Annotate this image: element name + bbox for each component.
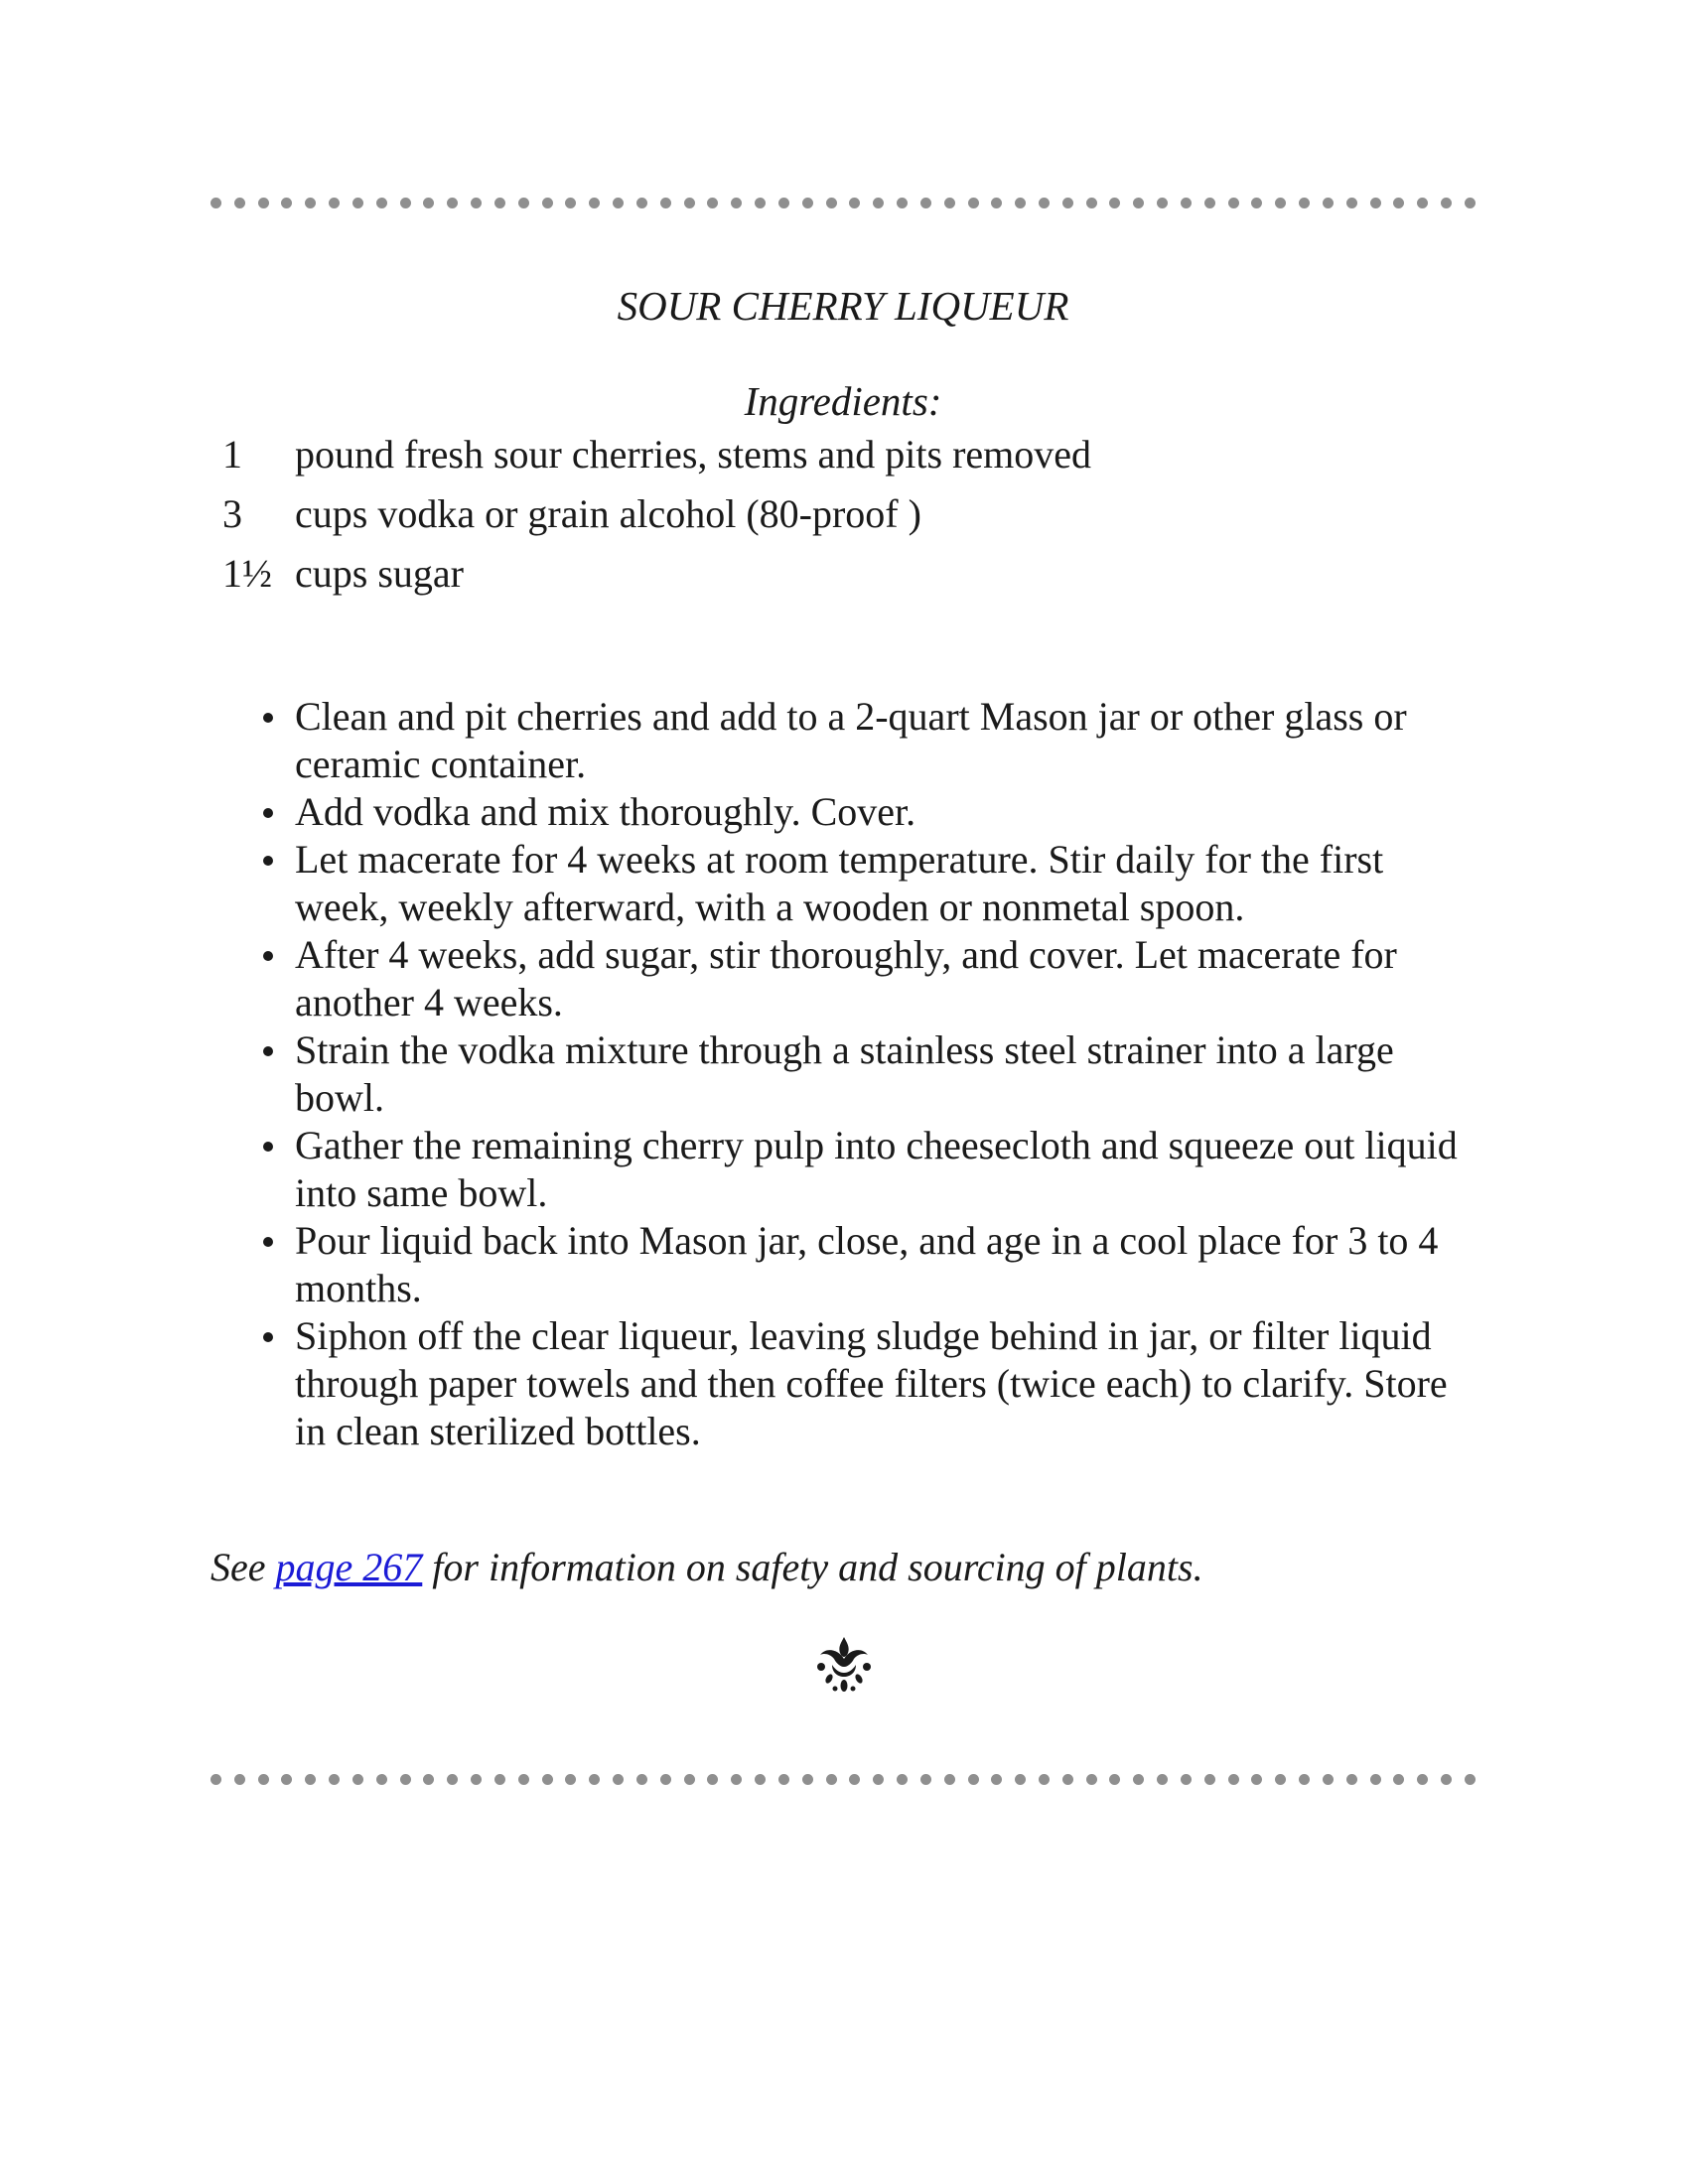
rule-dot xyxy=(1346,1774,1357,1785)
rule-dot xyxy=(589,198,600,208)
rule-dot xyxy=(1417,198,1428,208)
rule-dot xyxy=(755,198,766,208)
bullet-icon xyxy=(263,856,273,866)
rule-dot xyxy=(376,198,387,208)
rule-dot xyxy=(731,198,742,208)
rule-dot xyxy=(1299,1774,1310,1785)
step-item xyxy=(295,836,1467,931)
rule-dot xyxy=(1109,1774,1120,1785)
rule-dot xyxy=(542,1774,553,1785)
rule-dot xyxy=(778,198,789,208)
rule-dot xyxy=(1062,1774,1073,1785)
rule-dot xyxy=(1275,198,1286,208)
step-text: Gather the remaining cherry pulp into cheesecloth and squeeze out liquid into same bowl. xyxy=(295,1123,1458,1215)
top-dotted-rule xyxy=(211,196,1476,209)
rule-dot xyxy=(352,198,363,208)
rule-dot xyxy=(1251,1774,1262,1785)
rule-dot xyxy=(991,1774,1002,1785)
rule-dot xyxy=(849,198,860,208)
rule-dot xyxy=(1346,198,1357,208)
rule-dot xyxy=(305,1774,316,1785)
rule-dot xyxy=(305,198,316,208)
rule-dot xyxy=(636,1774,647,1785)
rule-dot xyxy=(542,198,553,208)
step-text: Strain the vodka mixture through a stainless steel strainer into a large bowl. xyxy=(295,1027,1394,1120)
bullet-icon xyxy=(263,1332,273,1342)
rule-dot xyxy=(589,1774,600,1785)
rule-dot xyxy=(802,198,813,208)
rule-dot xyxy=(873,1774,884,1785)
rule-dot xyxy=(423,1774,434,1785)
rule-dot xyxy=(636,198,647,208)
rule-dot xyxy=(376,1774,387,1785)
bullet-icon xyxy=(263,951,273,961)
recipe-title: SOUR CHERRY LIQUEUR xyxy=(617,283,1069,329)
rule-dot xyxy=(1465,198,1476,208)
rule-dot xyxy=(494,198,505,208)
steps-list xyxy=(295,693,1467,1455)
bullet-icon xyxy=(263,1046,273,1056)
ingredient-quantity: 1 xyxy=(222,432,242,477)
bullet-icon xyxy=(263,1142,273,1152)
rule-dot xyxy=(755,1774,766,1785)
rule-dot xyxy=(1157,1774,1168,1785)
rule-dot xyxy=(897,1774,908,1785)
step-text: Siphon off the clear liqueur, leaving sludge behind in jar, or filter liquid through paper towels and then coffee filters (twice each) to clarify. Store in clean sterilized bottles. xyxy=(295,1313,1448,1453)
rule-dot xyxy=(660,1774,671,1785)
rule-dot xyxy=(518,198,529,208)
rule-dot xyxy=(400,1774,411,1785)
rule-dot xyxy=(1441,198,1452,208)
ingredient-text: pound fresh sour cherries, stems and pits removed xyxy=(295,432,1092,477)
rule-dot xyxy=(400,198,411,208)
rule-dot xyxy=(1228,198,1239,208)
rule-dot xyxy=(1157,198,1168,208)
rule-dot xyxy=(1417,1774,1428,1785)
rule-dot xyxy=(731,1774,742,1785)
step-item xyxy=(295,788,1467,836)
rule-dot xyxy=(944,198,955,208)
rule-dot xyxy=(1465,1774,1476,1785)
rule-dot xyxy=(778,1774,789,1785)
rule-dot xyxy=(1323,1774,1334,1785)
rule-dot xyxy=(258,1774,269,1785)
ingredient-text: cups sugar xyxy=(295,551,464,596)
bullet-icon xyxy=(263,713,273,723)
rule-dot xyxy=(471,1774,482,1785)
rule-dot xyxy=(423,198,434,208)
rule-dot xyxy=(234,1774,245,1785)
rule-dot xyxy=(1393,198,1404,208)
step-text: Let macerate for 4 weeks at room temperature. Stir daily for the first week, weekly afterward, with a wooden or nonmetal spoon. xyxy=(295,837,1384,929)
rule-dot xyxy=(1181,1774,1192,1785)
step-item xyxy=(295,931,1467,1026)
rule-dot xyxy=(684,1774,695,1785)
rule-dot xyxy=(1370,198,1381,208)
rule-dot xyxy=(211,1774,221,1785)
rule-dot xyxy=(1133,198,1144,208)
ingredient-text: cups vodka or grain alcohol (80-proof ) xyxy=(295,491,921,536)
rule-dot xyxy=(329,198,340,208)
step-text: Clean and pit cherries and add to a 2-quart Mason jar or other glass or ceramic container. xyxy=(295,694,1407,786)
rule-dot xyxy=(471,198,482,208)
footnote-prefix: See xyxy=(211,1545,276,1589)
rule-dot xyxy=(447,198,458,208)
rule-dot xyxy=(920,198,931,208)
rule-dot xyxy=(707,1774,718,1785)
rule-dot xyxy=(991,198,1002,208)
rule-dot xyxy=(613,198,624,208)
rule-dot xyxy=(920,1774,931,1785)
rule-dot xyxy=(1039,1774,1050,1785)
step-text: Pour liquid back into Mason jar, close, and age in a cool place for 3 to 4 months. xyxy=(295,1218,1439,1310)
rule-dot xyxy=(258,198,269,208)
step-text: Add vodka and mix thoroughly. Cover. xyxy=(295,789,916,834)
page-reference-link[interactable]: page 267 xyxy=(275,1545,423,1589)
rule-dot xyxy=(1109,198,1120,208)
rule-dot xyxy=(944,1774,955,1785)
rule-dot xyxy=(211,198,221,208)
rule-dot xyxy=(1204,1774,1215,1785)
rule-dot xyxy=(1015,1774,1026,1785)
rule-dot xyxy=(1370,1774,1381,1785)
step-text: After 4 weeks, add sugar, stir thoroughly, and cover. Let macerate for another 4 weeks. xyxy=(295,932,1397,1024)
rule-dot xyxy=(849,1774,860,1785)
step-item xyxy=(295,693,1467,788)
rule-dot xyxy=(1275,1774,1286,1785)
rule-dot xyxy=(518,1774,529,1785)
fleuron-icon xyxy=(812,1635,876,1695)
ingredient-quantity: 3 xyxy=(222,491,242,536)
rule-dot xyxy=(826,198,837,208)
rule-dot xyxy=(281,1774,292,1785)
rule-dot xyxy=(873,198,884,208)
rule-dot xyxy=(352,1774,363,1785)
rule-dot xyxy=(447,1774,458,1785)
rule-dot xyxy=(565,198,576,208)
bottom-dotted-rule xyxy=(211,1772,1476,1786)
rule-dot xyxy=(660,198,671,208)
step-item xyxy=(295,1122,1467,1217)
rule-dot xyxy=(968,1774,979,1785)
rule-dot xyxy=(1299,198,1310,208)
rule-dot xyxy=(707,198,718,208)
step-item xyxy=(295,1312,1467,1455)
rule-dot xyxy=(613,1774,624,1785)
rule-dot xyxy=(802,1774,813,1785)
rule-dot xyxy=(1393,1774,1404,1785)
rule-dot xyxy=(1204,198,1215,208)
rule-dot xyxy=(1086,1774,1097,1785)
rule-dot xyxy=(1251,198,1262,208)
rule-dot xyxy=(1441,1774,1452,1785)
bullet-icon xyxy=(263,808,273,818)
step-item xyxy=(295,1026,1467,1122)
rule-dot xyxy=(1062,198,1073,208)
rule-dot xyxy=(1228,1774,1239,1785)
footnote-suffix: for information on safety and sourcing of plants. xyxy=(422,1545,1203,1589)
rule-dot xyxy=(1133,1774,1144,1785)
rule-dot xyxy=(826,1774,837,1785)
rule-dot xyxy=(1323,198,1334,208)
step-item xyxy=(295,1217,1467,1312)
rule-dot xyxy=(565,1774,576,1785)
rule-dot xyxy=(494,1774,505,1785)
rule-dot xyxy=(1039,198,1050,208)
safety-footnote xyxy=(211,1542,1203,1593)
rule-dot xyxy=(1181,198,1192,208)
ingredients-heading: Ingredients: xyxy=(744,378,942,424)
bullet-icon xyxy=(263,1237,273,1247)
rule-dot xyxy=(329,1774,340,1785)
rule-dot xyxy=(968,198,979,208)
ingredient-quantity: 1½ xyxy=(222,551,272,596)
rule-dot xyxy=(684,198,695,208)
rule-dot xyxy=(1015,198,1026,208)
rule-dot xyxy=(897,198,908,208)
rule-dot xyxy=(281,198,292,208)
rule-dot xyxy=(234,198,245,208)
rule-dot xyxy=(1086,198,1097,208)
